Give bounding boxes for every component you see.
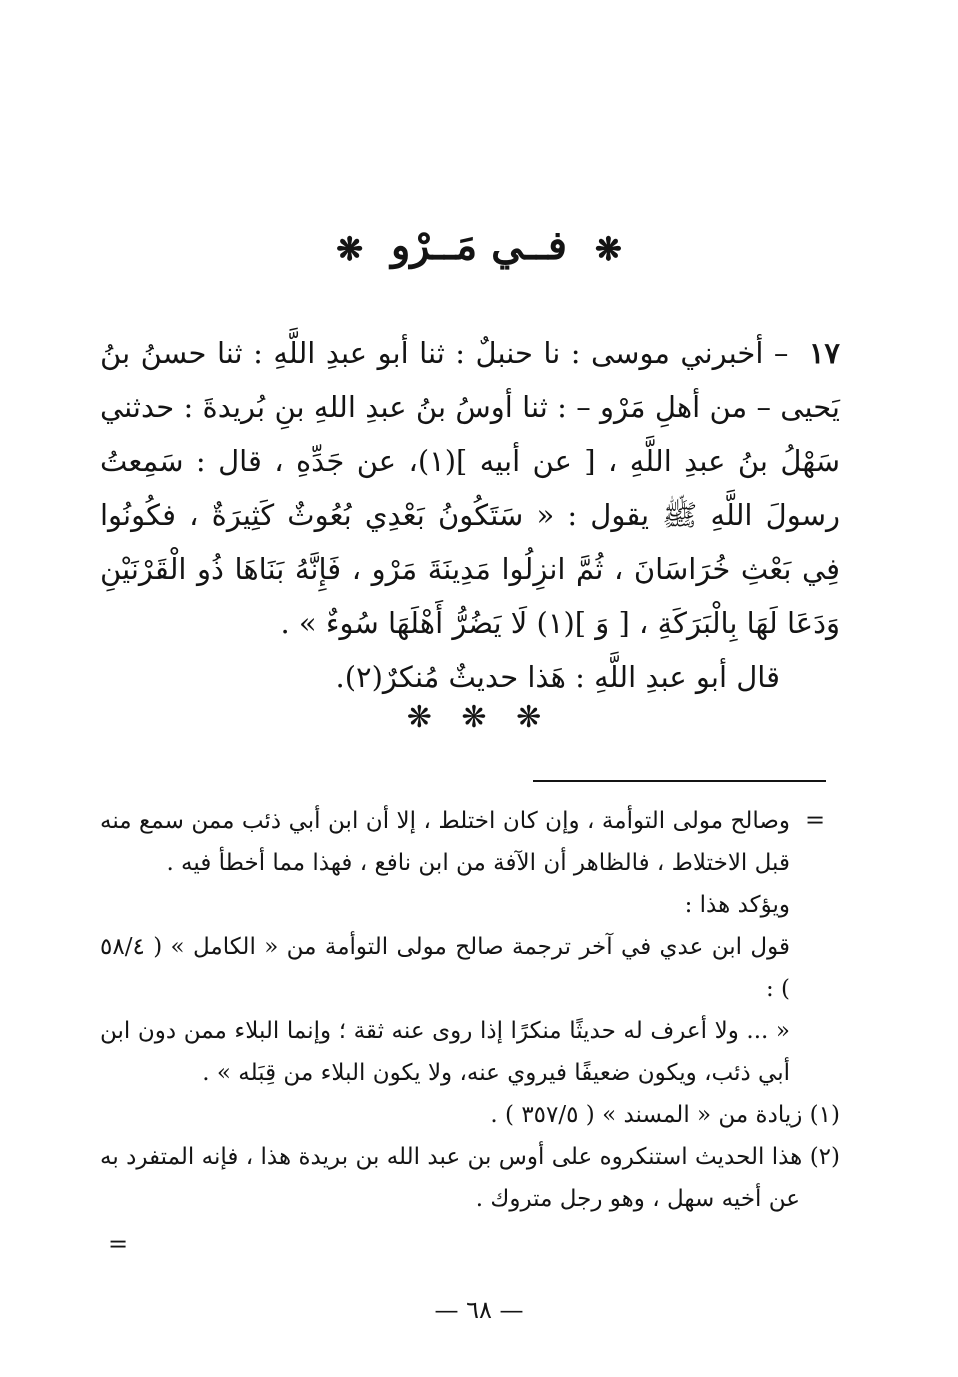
- footnote-line: قول ابن عدي في آخر ترجمة صالح مولى التوأمة من « الكامل » ( ٥٨/٤ ) :: [100, 934, 790, 1002]
- footnote-1: [100, 1094, 840, 1136]
- continues-marker: =: [108, 1230, 129, 1258]
- hadith-text: [100, 326, 840, 704]
- footnote-text: زيادة من « المسند » ( ٣٥٧/٥ ) .: [490, 1102, 803, 1128]
- ornament-icon: ❋: [594, 230, 622, 268]
- footnote-rule: [533, 780, 826, 782]
- hadith-number: ١٧: [808, 336, 840, 370]
- section-heading: [0, 222, 958, 273]
- footnote-text: هذا الحديث استنكروه على أوس بن عبد الله بن بريدة هذا ، فإنه المتفرد به عن أخيه سهل ، وهو رجل متروك .: [100, 1144, 803, 1212]
- ornament-icon: ❋: [336, 230, 364, 268]
- hadith-body: – أخبرني موسى : نا حنبلٌ : ثنا أبو عبدِ اللَّهِ : ثنا حسنُ بنُ يَحيى – من أهلِ مَرْو – : ثنا أوسُ بنُ عبدِ اللهِ بنِ بُريدةَ : حدثني سَهْلُ بنُ عبدِ اللَّهِ ، [ عن أبيه ](١)، عن جَدِّهِ ، قال : سَمِعتُ رسولَ اللَّهِ ﷺ يقول : « سَتَكُونُ بَعْدِي بُعُوثٌ كَثِيرَةٌ ، فكُونُوا فِي بَعْثِ خُرَاسَانَ ، ثُمَّ انزِلُوا مَدِينَةَ مَرْو ، فَإِنَّهُ بَنَاهَا ذُو الْقَرْنَيْنِ وَدَعَا لَهَا بِالْبَرَكَةِ ، [ وَ ](١) لَا يَضُرُّ أَهْلَهَا سُوءٌ » .: [100, 336, 840, 640]
- section-title: فــي مَــرْو: [390, 222, 568, 269]
- hadith-paragraph: [100, 326, 840, 650]
- footnote-2: [100, 1136, 840, 1220]
- footnote-line: « ... ولا أعرف له حديثًا منكرًا إذا روى عنه ثقة ؛ وإنما البلاء ممن دون ابن أبي ذئب، ويكون ضعيفًا فيروي عنه، ولا يكون البلاء من قِبَله » .: [100, 1018, 790, 1086]
- footnote-line: وصالح مولى التوأمة ، وإن كان اختلط ، إلا أن ابن أبي ذئب ممن سمع منه قبل الاختلاط ، فالظاهر أن الآفة من ابن نافع ، فهذا مما أخطأ فيه .: [100, 808, 790, 876]
- page-number: — ٦٨ —: [434, 1296, 524, 1324]
- footnotes: [100, 800, 840, 1220]
- continuation-marker: =: [805, 806, 826, 834]
- footnote-line: ويؤكد هذا :: [684, 892, 790, 918]
- hadith-grading: قال أبو عبدِ اللَّهِ : هَذا حديثٌ مُنكرٌ(٢).: [335, 660, 780, 694]
- ornament-separator: ❋ ❋ ❋: [406, 700, 552, 735]
- footnote-marker: (١): [809, 1102, 840, 1128]
- footnote-marker: (٢): [809, 1144, 841, 1170]
